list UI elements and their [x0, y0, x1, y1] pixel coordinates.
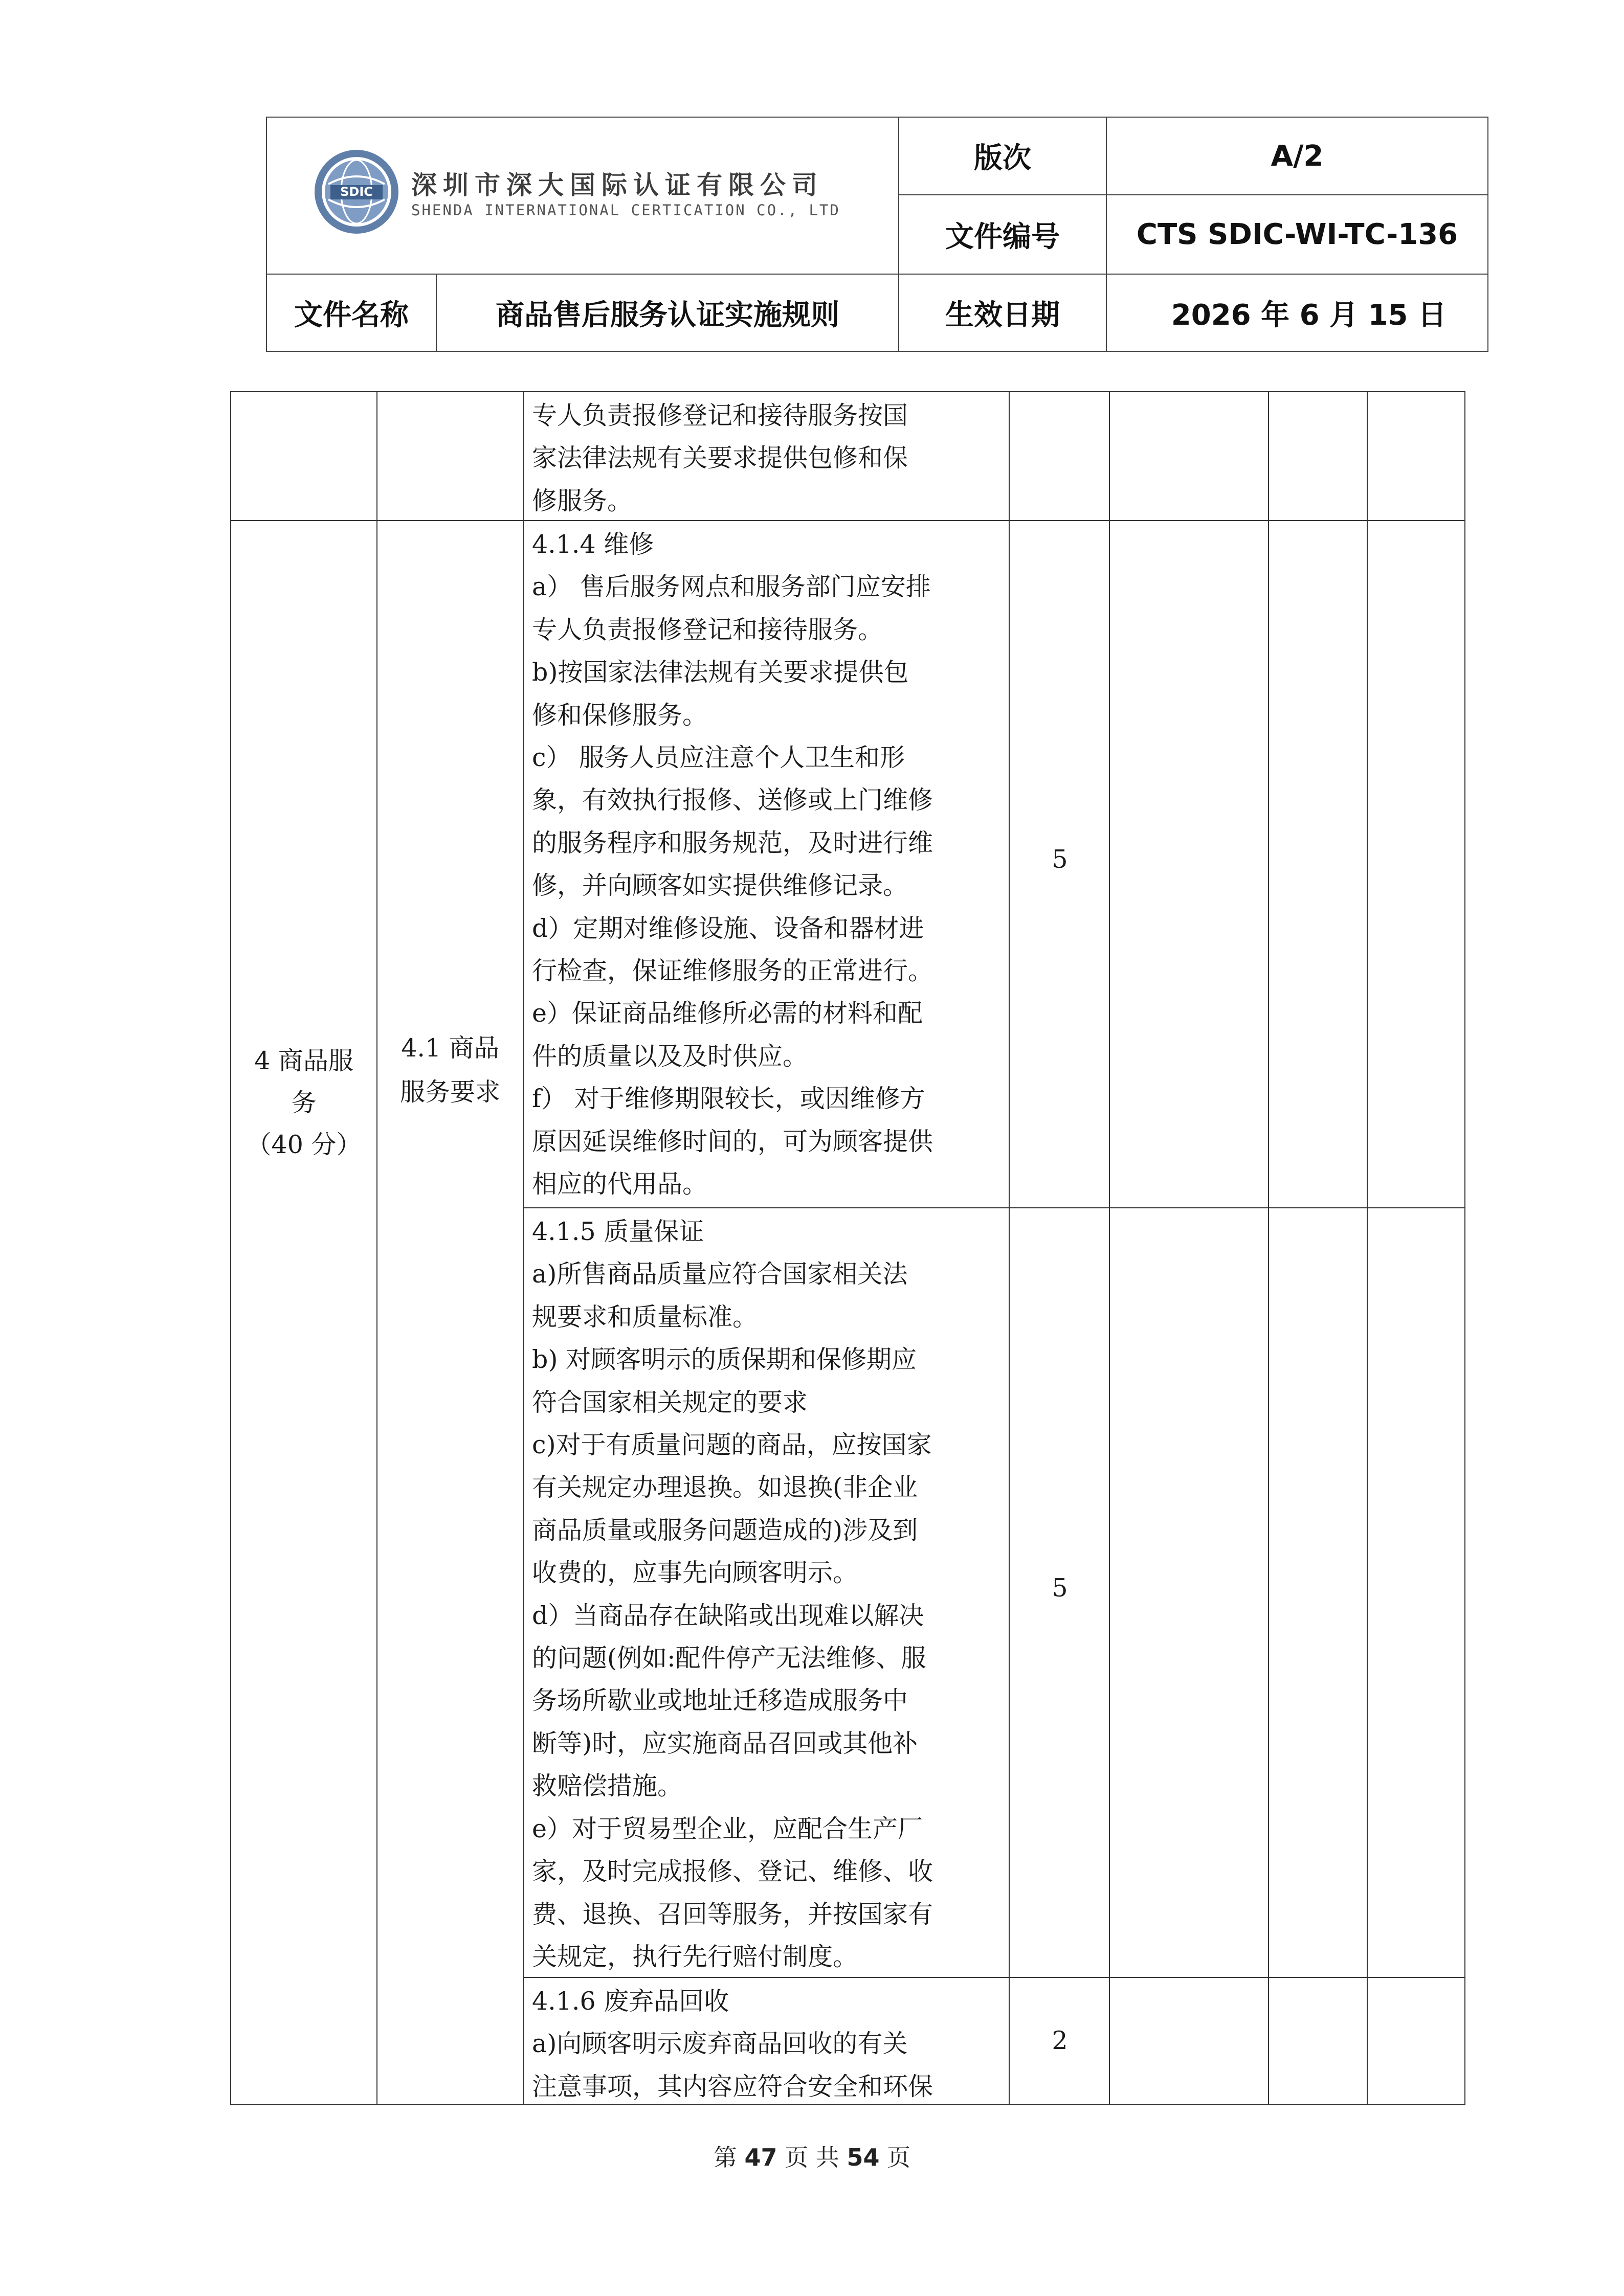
text-line: 务场所歇业或地址迁移造成服务中	[532, 1686, 908, 1716]
subcategory-line: 服务要求	[399, 1077, 500, 1107]
table-col-divider	[1109, 392, 1110, 2104]
table-row-divider	[523, 1207, 1464, 1208]
text-line: b)按国家法律法规有关要求提供包	[532, 658, 909, 687]
text-line: 4.1.6 废弃品回收	[532, 1987, 729, 2016]
page-footer	[0, 2139, 1624, 2173]
text-line: 规要求和质量标准。	[532, 1302, 758, 1332]
text-line: 专人负责报修登记和接待服务。	[532, 615, 883, 644]
total-page-count: 54	[847, 2144, 880, 2171]
text-line: d）定期对维修设施、设备和器材进	[532, 913, 924, 943]
text-line: 修服务。	[532, 486, 633, 515]
company-name-en: SHENDA INTERNATIONAL CERTICATION CO., LTD	[411, 201, 840, 219]
text-line: 象，有效执行报修、送修或上门维修	[532, 785, 933, 815]
table-col-divider	[376, 392, 377, 2104]
text-line: 费、退换、召回等服务，并按国家有	[532, 1899, 933, 1929]
footer-middle: 页 共	[785, 2144, 839, 2171]
text-line: 断等)时，应实施商品召回或其他补	[532, 1728, 918, 1758]
text-line: e）对于贸易型企业，应配合生产厂	[532, 1814, 923, 1843]
text-line: d）当商品存在缺陷或出现难以解决	[532, 1601, 924, 1630]
table-col-divider	[523, 392, 524, 2104]
logo-text: SDIC	[340, 185, 373, 199]
text-line: a） 售后服务网点和服务部门应安排	[532, 572, 931, 602]
text-line: e）保证商品维修所必需的材料和配	[532, 999, 923, 1028]
text-line: 修和保修服务。	[532, 700, 708, 730]
clause-4-1-5	[532, 1210, 1008, 1978]
clause-4-1-4	[532, 523, 1008, 1206]
category-line: 4 商品服	[254, 1046, 353, 1075]
text-line: b) 对顾客明示的质保期和保修期应	[532, 1345, 917, 1375]
text-line: 原因延误维修时间的，可为顾客提供	[532, 1127, 933, 1156]
category-line: （40 分）	[246, 1130, 362, 1159]
text-line: 符合国家相关规定的要求	[532, 1387, 808, 1417]
footer-prefix: 第	[713, 2144, 737, 2171]
text-line: 的服务程序和服务规范，及时进行维	[532, 828, 933, 858]
text-line: 修，并向顾客如实提供维修记录。	[532, 871, 908, 901]
document-name-label: 文件名称	[294, 298, 409, 332]
text-line: 有关规定办理退换。如退换(非企业	[532, 1473, 918, 1502]
text-line: 专人负责报修登记和接待服务按国	[532, 401, 908, 430]
clause-4-1-6	[532, 1980, 1008, 2108]
table-col-divider	[1009, 392, 1010, 2104]
document-name-value: 商品售后服务认证实施规则	[496, 298, 839, 332]
evaluation-table	[230, 391, 1465, 2105]
text-line: 注意事项，其内容应符合安全和环保	[532, 2072, 933, 2101]
score-4-1-6: 2	[1052, 2026, 1068, 2055]
text-line: 商品质量或服务问题造成的)涉及到	[532, 1515, 918, 1545]
table-col-divider	[1367, 392, 1368, 2104]
text-line: 相应的代用品。	[532, 1169, 708, 1199]
company-seal-logo	[313, 148, 400, 235]
text-line: 行检查，保证维修服务的正常进行。	[532, 956, 933, 986]
category-cell	[231, 1006, 376, 1200]
text-line: 的问题(例如:配件停产无法维修、服	[532, 1644, 926, 1673]
document-number-value: CTS SDIC-WI-TC-136	[1136, 218, 1458, 251]
table-col-divider	[1268, 392, 1269, 2104]
edition-value: A/2	[1271, 139, 1324, 173]
subcategory-cell	[377, 1019, 523, 1121]
table-row-continuation	[532, 394, 1008, 522]
text-line: 救赔偿措施。	[532, 1771, 683, 1801]
text-line: c)对于有质量问题的商品，应按国家	[532, 1430, 932, 1460]
text-line: 家法律法规有关要求提供包修和保	[532, 443, 908, 473]
document-number-label: 文件编号	[945, 220, 1060, 254]
effective-date-value: 2026 年 6 月 15 日	[1171, 298, 1447, 332]
current-page-number: 47	[744, 2144, 777, 2171]
score-4-1-4: 5	[1052, 845, 1068, 874]
text-line: 4.1.4 维修	[532, 530, 654, 559]
document-header	[266, 117, 1488, 352]
text-line: a)所售商品质量应符合国家相关法	[532, 1259, 908, 1289]
text-line: a)向顾客明示废弃商品回收的有关	[532, 2029, 908, 2059]
footer-suffix: 页	[887, 2144, 911, 2171]
text-line: 4.1.5 质量保证	[532, 1217, 704, 1246]
text-line: 收费的，应事先向顾客明示。	[532, 1558, 858, 1588]
text-line: 件的质量以及及时供应。	[532, 1041, 808, 1071]
score-4-1-5: 5	[1052, 1573, 1068, 1603]
company-name-cn: 深圳市深大国际认证有限公司	[411, 170, 824, 200]
subcategory-line: 4.1 商品	[401, 1033, 499, 1063]
edition-label: 版次	[974, 142, 1031, 175]
text-line: c） 服务人员应注意个人卫生和形	[532, 743, 905, 773]
category-line: 务	[291, 1088, 317, 1117]
text-line: 关规定，执行先行赔付制度。	[532, 1942, 858, 1971]
effective-date-label: 生效日期	[945, 298, 1060, 332]
text-line: 家，及时完成报修、登记、维修、收	[532, 1857, 933, 1886]
text-line: f） 对于维修期限较长，或因维修方	[532, 1084, 925, 1114]
company-logo-area	[267, 118, 898, 274]
